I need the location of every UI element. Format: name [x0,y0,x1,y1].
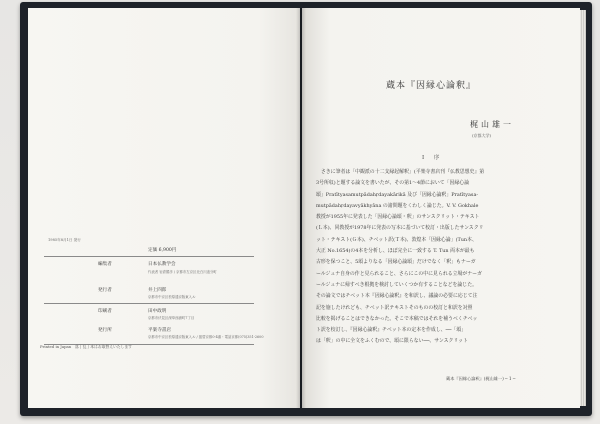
printed-in-japan: Printed in Japan 落丁乱丁本はお取替えいたします [40,344,132,349]
body-line: 大正 No.1654)の4本を分析し、ほぼ完全に一致する T. Tun 両本が最も [316,248,475,255]
body-line: 3号所収)と題する論文を書いたが、その第1〜4節において「因縁心論 [316,180,470,187]
page-footer: 蔵本『因縁心論釈』(梶山雄一) ─ 1 ─ [446,376,516,381]
body-line: ト訳を校訂し、『因縁心論釈』チベット本の定本を作成し、──「頌」 [316,327,467,334]
body-line: ット・テキスト(Ｇ本)、チベット訳(Ｔ本)、敦煌本「因縁心論」(Tun本、 [316,236,477,243]
colophon-sub-editor: 代表者 岩倉勝彦 / 京都市左京区北白川追分町 [148,270,217,274]
page-edges [580,10,586,406]
body-line: (Ｌ本)、同教授が1978年に発表の写本に基づいて校訂・出版したサンスクリ [316,225,484,232]
body-line: 教授が1955年に発表した「因縁心論頌・釈」のサンスクリット・テキスト [316,214,480,221]
colophon-value-editor: 日本仏教学会 [148,262,176,267]
colophon-label-editor: 編集者 [98,262,112,267]
book-gutter [296,8,306,408]
colophon-label-publisher: 発行者 [98,288,112,293]
article-title: 蔵本『因縁心論釈』 [386,81,477,91]
colophon-label-printer: 印刷者 [98,309,112,314]
colophon-sub-printer: 京都市伏見区深草西浦町7丁目 [148,316,195,320]
article-author: 梶山雄一 [470,120,514,129]
colophon-value-house: 平楽寺書店 [148,328,171,333]
colophon-sub-house: 京都市中京区松原通京阪東入ル / 振替京都0-4番・電話京都(075)351-2600 [148,335,264,339]
colophon-label-house: 発行所 [98,328,112,333]
body-line: 比較を掲げることはできなかった。そこで本稿ではそれを補うべくチベッ [316,315,478,322]
colophon-sub-publisher: 京都市中京区松原通京阪東入ル [148,295,196,299]
colophon-date: 1985年8月1日 発行 [48,238,81,242]
body-line: ールジュナに帰すべき根拠を検討していくつか有することなどを論じた。 [316,281,477,288]
body-line: は「釈」の中に全文をふくむので、頌に限らない──、サンスクリット [316,338,468,345]
section-heading: I 序 [422,155,444,161]
body-line: 記を施したけれども、チベット訳テキストそのものの校訂と和訳を対照 [316,304,473,311]
colophon-rule [44,256,254,257]
article-body [316,167,566,348]
body-line: mutpādahṛdayavyākhyāna の諸問題をくわしく論じた。V. V. Gokhale [316,202,479,209]
body-line: その論文ではチベット本『因縁心論釈』を和訳し、議論の必要に応じて注 [316,293,478,300]
colophon-price: 定価 6,900円 [148,248,177,253]
body-line: 頌」Pratītyasamutpādahṛdayakārikā 及び「因縁心論釈」Pratītyasa- [316,191,479,198]
author-affiliation: (京都大学) [472,133,492,138]
body-line: 古形を保つこと、5頌よりなる「因縁心論頌」だけでなく「釈」もナーガ [316,259,476,266]
colophon-rule [44,303,254,304]
body-line: ールジュナ自身の作と見られること、さらにこの中に見られる立場がナーガ [316,270,482,277]
colophon-value-publisher: 井上四郎 [148,288,167,293]
body-line: さきに筆者は「中観派の十二支縁起解釈」(平楽寺書店刊『仏教思想史』第 [316,169,485,175]
colophon-value-printer: 田中政明 [148,309,167,314]
